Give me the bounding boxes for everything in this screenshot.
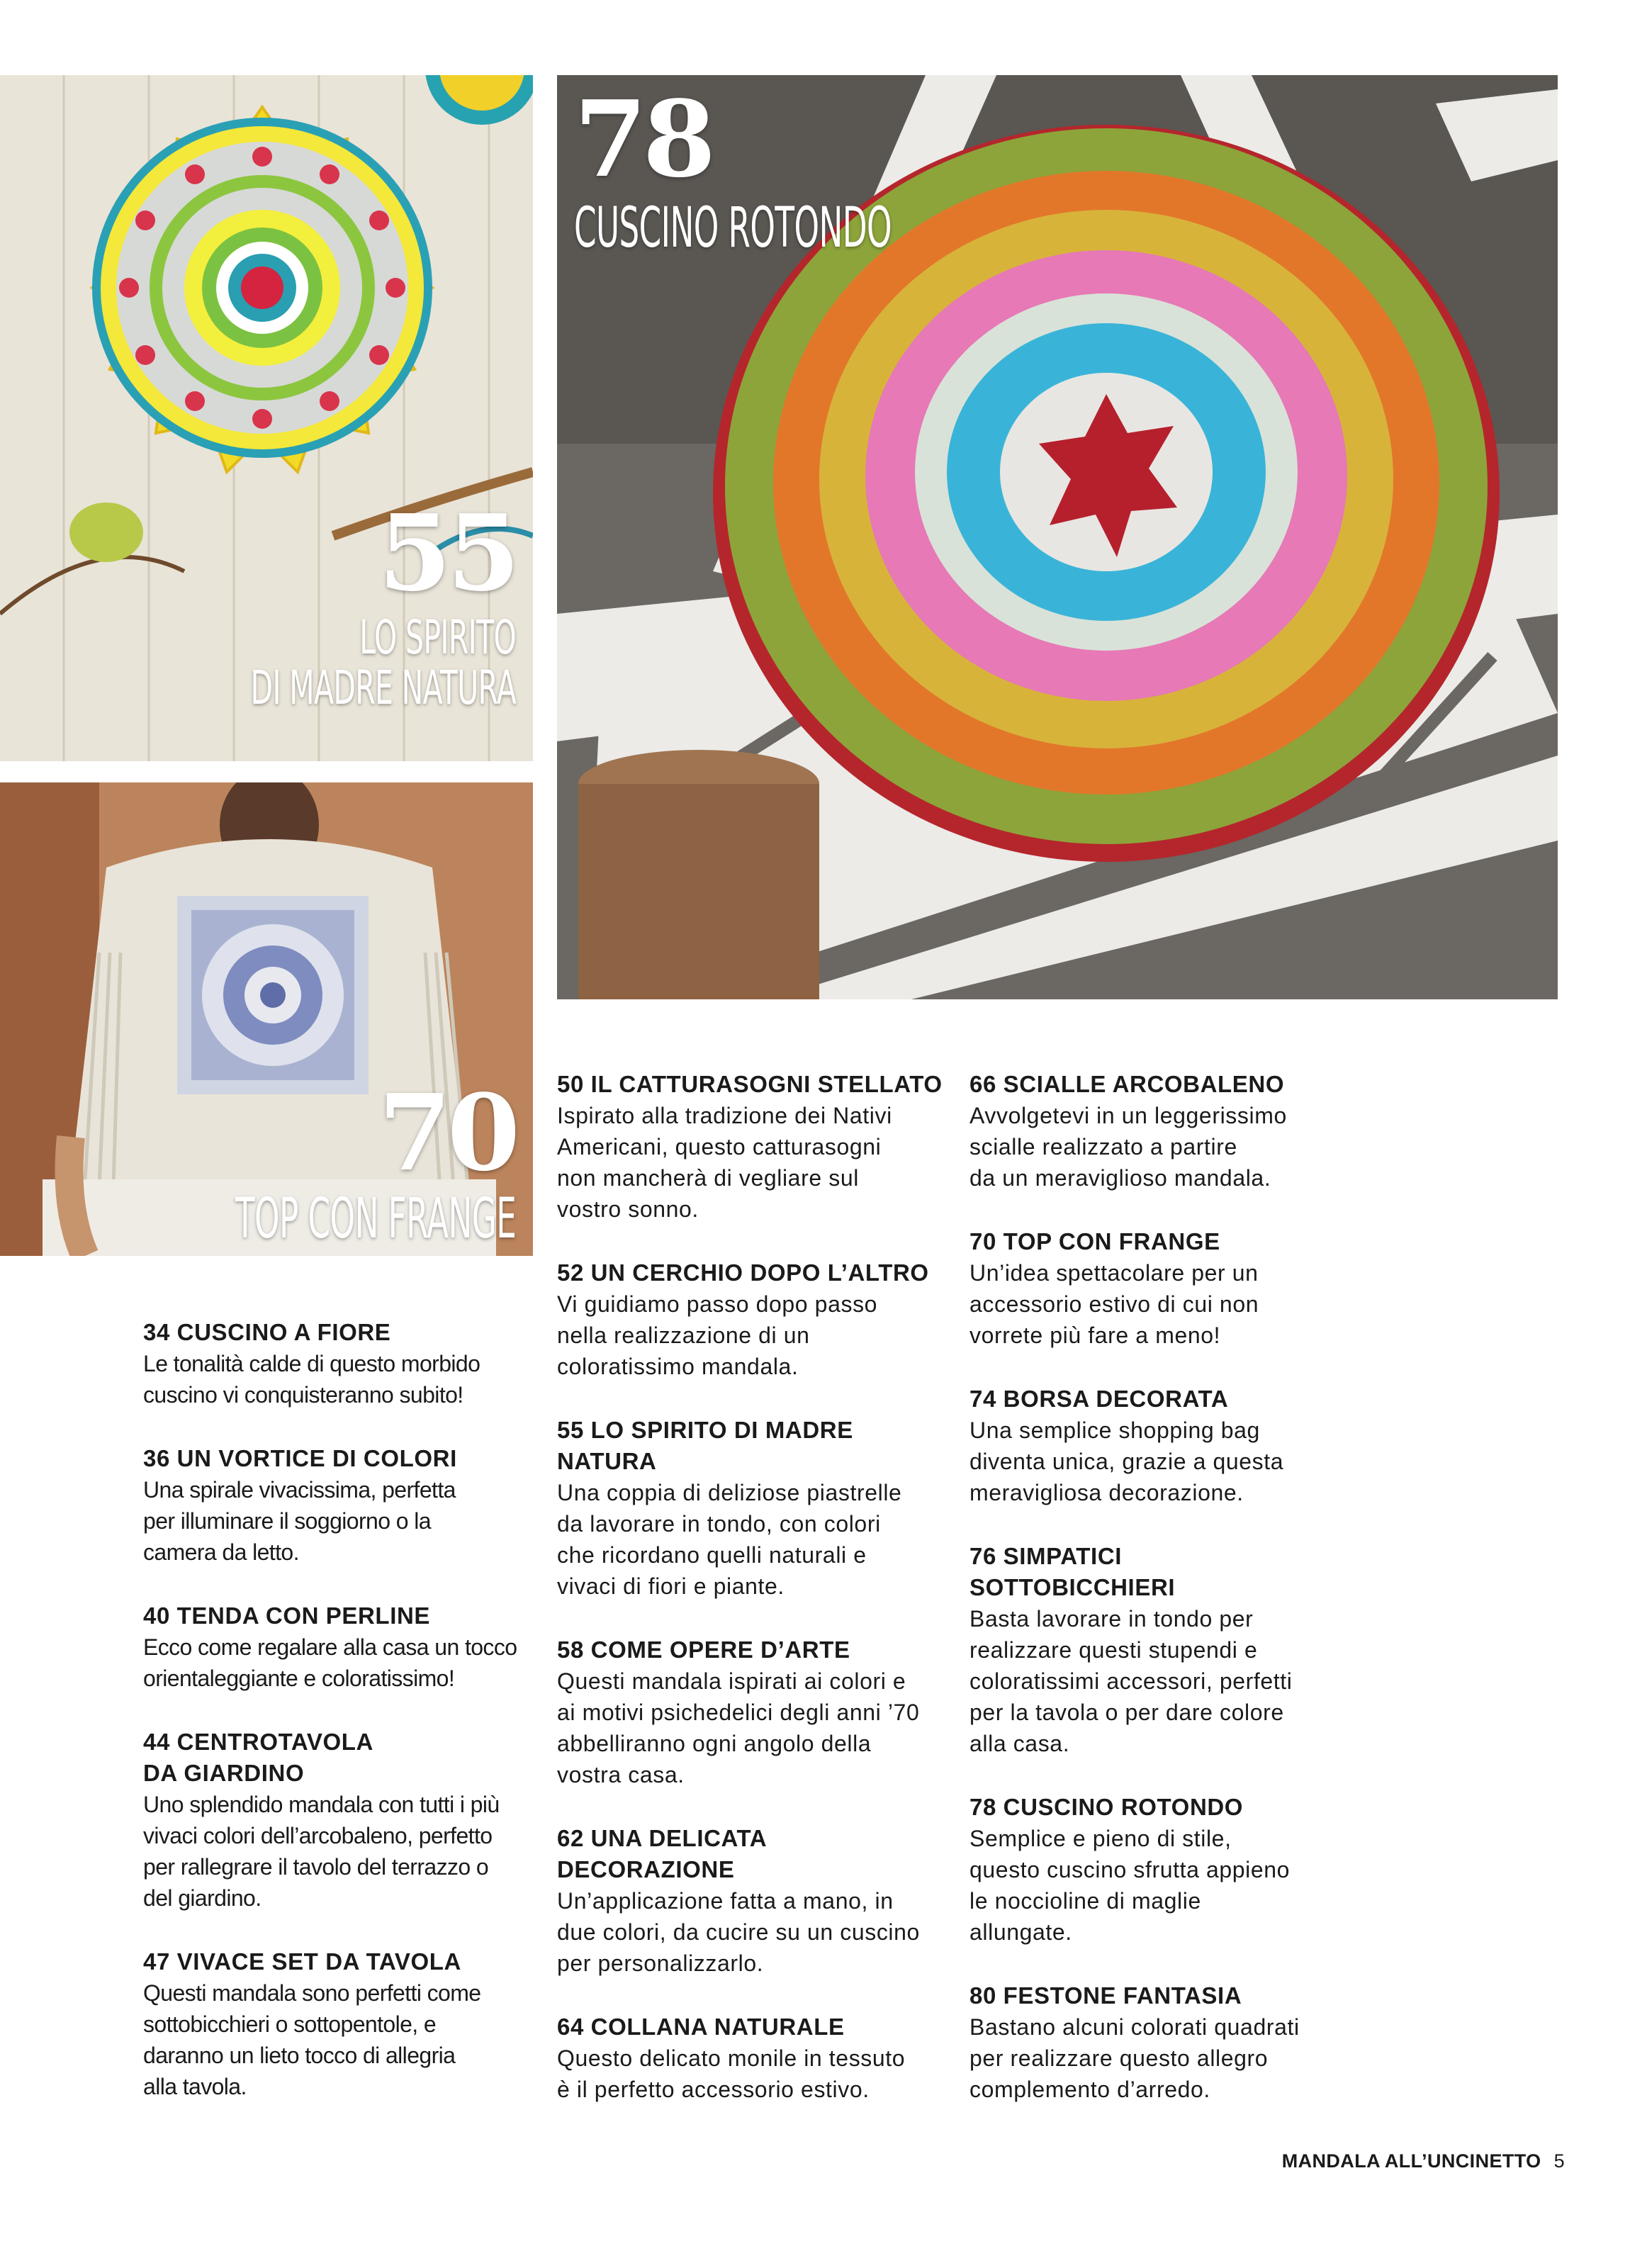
contents-entry[interactable] <box>557 1415 961 1602</box>
entry-title: 34 CUSCINO A FIORE <box>143 1319 391 1345</box>
contents-entry[interactable] <box>557 1634 961 1790</box>
entry-title: 36 UN VORTICE DI COLORI <box>143 1445 457 1471</box>
entry-title: 74 BORSA DECORATA <box>969 1386 1229 1412</box>
entry-title: 55 LO SPIRITO DI MADRE NATURA <box>557 1417 853 1474</box>
entry-description: Ecco come regalare alla casa un tocco orientaleggiante e coloratissimo! <box>143 1634 517 1691</box>
contents-entry[interactable] <box>143 1317 540 1410</box>
contents-column-middle <box>557 1069 961 2138</box>
caption-number: 78 <box>574 77 712 201</box>
contents-entry[interactable] <box>557 2011 961 2105</box>
photo-caption-70 <box>32 1071 516 1251</box>
entry-description: Avvolgetevi in un leggerissimo scialle realizzato a partire da un meraviglioso mandala. <box>969 1103 1287 1191</box>
entry-description: Uno splendido mandala con tutti i più vivaci colori dell’arcobaleno, perfetto per rallegrare il tavolo del terrazzo o del giardino. <box>143 1792 500 1911</box>
entry-description: Questo delicato monile in tessuto è il perfetto accessorio estivo. <box>557 2045 906 2102</box>
entry-title: 52 UN CERCHIO DOPO L’ALTRO <box>557 1259 929 1286</box>
magazine-title: MANDALA ALL’UNCINETTO <box>1281 2150 1541 2172</box>
caption-title: LO SPIRITO DI MADRE NATURA <box>250 610 516 716</box>
entry-title: 50 IL CATTURASOGNI STELLATO <box>557 1071 943 1097</box>
entry-title: 78 CUSCINO ROTONDO <box>969 1794 1244 1820</box>
page-footer <box>1282 2150 1565 2172</box>
photo-caption-55 <box>88 491 516 716</box>
photo-caption-78 <box>574 77 1122 260</box>
contents-entry[interactable] <box>557 1823 961 1979</box>
entry-description: Un’applicazione fatta a mano, in due colori, da cucire su un cuscino per personalizzarlo. <box>557 1888 920 1976</box>
entry-description: Questi mandala sono perfetti come sottobicchieri o sottopentole, e daranno un lieto tocco di allegria alla tavola. <box>143 1980 481 2099</box>
contents-entry[interactable] <box>969 1541 1381 1759</box>
entry-title: 62 UNA DELICATA DECORAZIONE <box>557 1825 768 1882</box>
caption-number: 70 <box>378 1071 516 1194</box>
entry-description: Le tonalità calde di questo morbido cuscino vi conquisteranno subito! <box>143 1351 480 1408</box>
entry-title: 80 FESTONE FANTASIA <box>969 1982 1242 2009</box>
contents-entry[interactable] <box>969 1069 1381 1194</box>
entry-description: Vi guidiamo passo dopo passo nella realizzazione di un coloratissimo mandala. <box>557 1291 878 1379</box>
mandala-photo <box>0 75 533 761</box>
page-number: 5 <box>1553 2150 1565 2172</box>
contents-entry[interactable] <box>143 1727 540 1914</box>
entry-title: 70 TOP CON FRANGE <box>969 1228 1220 1254</box>
entry-description: Una coppia di deliziose piastrelle da lavorare in tondo, con colori che ricordano quelli naturali e vivaci di fiori e piante. <box>557 1480 902 1599</box>
caption-title: CUSCINO ROTONDO <box>574 196 892 260</box>
entry-title: 64 COLLANA NATURALE <box>557 2014 845 2040</box>
contents-entry[interactable] <box>969 1383 1381 1508</box>
caption-number: 55 <box>378 491 516 614</box>
contents-entry[interactable] <box>143 1946 540 2102</box>
entry-title: 58 COME OPERE D’ARTE <box>557 1637 850 1663</box>
entry-description: Un’idea spettacolare per un accessorio estivo di cui non vorrete più fare a meno! <box>969 1260 1259 1348</box>
contents-column-right <box>969 1069 1381 2138</box>
cushion-photo <box>557 75 1558 999</box>
caption-title: TOP CON FRANGE <box>235 1187 516 1251</box>
contents-entry[interactable] <box>969 1226 1381 1351</box>
entry-description: Bastano alcuni colorati quadrati per realizzare questo allegro complemento d’arredo. <box>969 2014 1300 2102</box>
entry-title: 44 CENTROTAVOLA DA GIARDINO <box>143 1729 373 1786</box>
entry-title: 66 SCIALLE ARCOBALENO <box>969 1071 1285 1097</box>
entry-description: Ispirato alla tradizione dei Nativi Americani, questo catturasogni non mancherà di vegliare sul vostro sonno. <box>557 1103 892 1222</box>
contents-entry[interactable] <box>557 1257 961 1382</box>
contents-entry[interactable] <box>143 1600 540 1694</box>
entry-description: Una spirale vivacissima, perfetta per illuminare il soggiorno o la camera da letto. <box>143 1477 456 1565</box>
entry-description: Una semplice shopping bag diventa unica, grazie a questa meravigliosa decorazione. <box>969 1418 1284 1505</box>
contents-entry[interactable] <box>969 1980 1381 2105</box>
entry-title: 40 TENDA CON PERLINE <box>143 1602 431 1629</box>
entry-description: Questi mandala ispirati ai colori e ai motivi psichedelici degli anni ’70 abbelliranno ogni angolo della vostra casa. <box>557 1668 920 1787</box>
entry-title: 47 VIVACE SET DA TAVOLA <box>143 1948 461 1975</box>
entry-description: Basta lavorare in tondo per realizzare questi stupendi e coloratissimi accessori, perfetti per la tavola o per dare colore alla casa. <box>969 1606 1293 1756</box>
top-photo <box>0 782 533 1256</box>
contents-entry[interactable] <box>969 1792 1381 1948</box>
entry-title: 76 SIMPATICI SOTTOBICCHIERI <box>969 1543 1176 1600</box>
contents-column-left <box>143 1317 540 2135</box>
entry-description: Semplice e pieno di stile, questo cuscino sfrutta appieno le noccioline di maglie allungate. <box>969 1826 1291 1945</box>
contents-entry[interactable] <box>143 1443 540 1568</box>
contents-entry[interactable] <box>557 1069 961 1225</box>
